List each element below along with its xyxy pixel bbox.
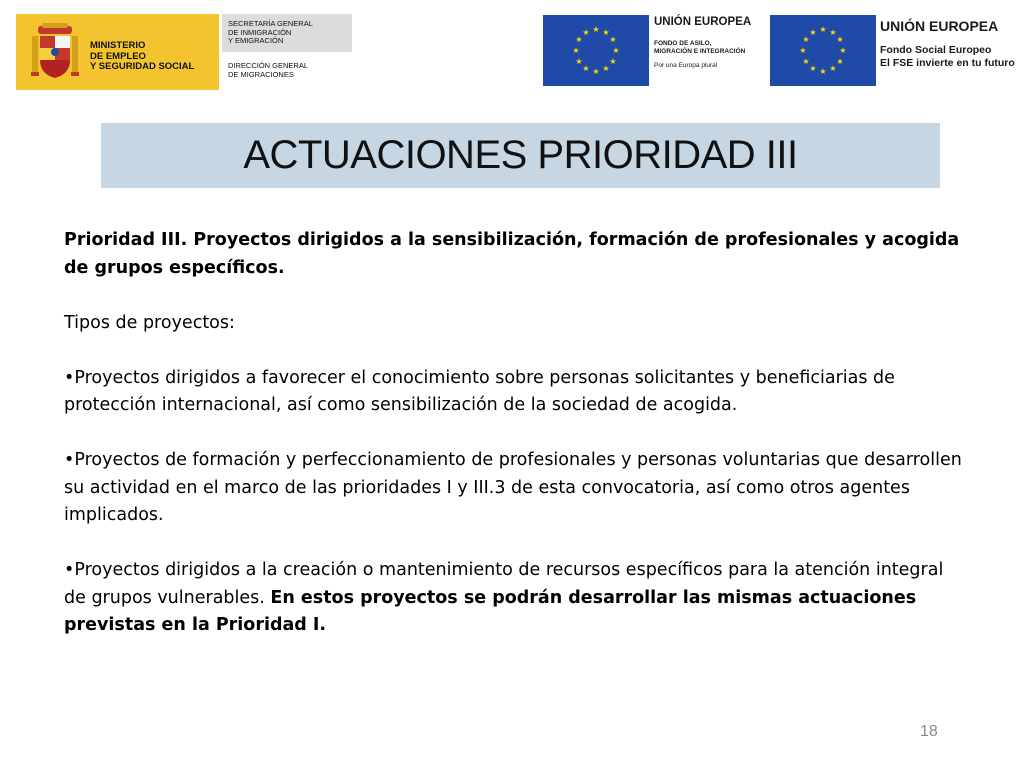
slide-title: ACTUACIONES PRIORIDAD III [243, 133, 798, 177]
eu-stars [799, 25, 846, 76]
eu-amif-logo [654, 16, 764, 69]
svg-text:★: ★ [802, 57, 810, 66]
svg-text:★: ★ [582, 64, 590, 73]
svg-text:★: ★ [609, 57, 617, 66]
eu-amif-title: UNIÓN EUROPEA [654, 16, 752, 28]
ministerio-logo [16, 14, 219, 90]
svg-text:★: ★ [612, 46, 620, 55]
priority-intro: Prioridad III. Proyectos dirigidos a la sensibilización, formación de profesionales y acogida de grupos específicos. [64, 230, 960, 278]
bullet-resources [64, 557, 964, 640]
svg-text:★: ★ [582, 28, 590, 37]
svg-text:★: ★ [572, 46, 580, 55]
eu-flag-icon [543, 15, 649, 86]
eu-fse-fund: Fondo Social Europeo [880, 44, 992, 56]
svg-text:★: ★ [592, 25, 600, 34]
svg-text:★: ★ [575, 35, 583, 44]
eu-fse-title: UNIÓN EUROPEA [880, 18, 999, 34]
svg-text:★: ★ [799, 46, 807, 55]
eu-amif-tagline: Por una Europa plural [654, 62, 718, 69]
page-number: 18 [920, 723, 938, 740]
svg-text:★: ★ [802, 35, 810, 44]
slide-title-bar [101, 123, 940, 188]
secretaria-logo [222, 14, 352, 90]
svg-text:★: ★ [592, 67, 600, 76]
svg-text:★: ★ [829, 28, 837, 37]
slide-content [64, 227, 964, 667]
eu-flag-icon [770, 15, 876, 86]
svg-text:★: ★ [829, 64, 837, 73]
ministerio-name: MINISTERIO DE EMPLEO Y SEGURIDAD SOCIAL [90, 40, 195, 72]
eu-amif-fund: FONDO DE ASILO, MIGRACIÓN E INTEGRACIÓN [654, 40, 746, 55]
svg-text:★: ★ [836, 57, 844, 66]
bullet-training: •Proyectos de formación y perfeccionamiento de profesionales y personas voluntarias que desarrollen su actividad en el marco de las prioridades I y III.3 de esta convocatoria, así como otros agentes implicados. [64, 450, 962, 525]
eu-fse-tagline: El FSE invierte en tu futuro [880, 57, 1015, 69]
bullet-resources-text: •Proyectos dirigidos a la creación o mantenimiento de recursos específicos para la atención integral de grupos vulnerables. [64, 560, 944, 608]
secretaria-box [222, 14, 352, 52]
svg-text:★: ★ [809, 28, 817, 37]
bullet-awareness: •Proyectos dirigidos a favorecer el conocimiento sobre personas solicitantes y beneficiarias de protección internacional, así como sensibilización de la sociedad de acogida. [64, 367, 895, 415]
secretaria-name: SECRETARÍA GENERAL DE INMIGRACIÓN Y EMIGRACIÓN [228, 19, 313, 45]
svg-text:★: ★ [836, 35, 844, 44]
svg-text:★: ★ [839, 46, 847, 55]
direccion-name: DIRECCIÓN GENERAL DE MIGRACIONES [228, 61, 309, 79]
svg-text:★: ★ [819, 67, 827, 76]
svg-text:★: ★ [602, 28, 610, 37]
coat-of-arms-icon [30, 22, 80, 82]
types-heading: Tipos de proyectos: [64, 312, 235, 333]
svg-text:★: ★ [609, 35, 617, 44]
eu-fse-logo [880, 18, 1016, 70]
eu-stars [572, 25, 619, 76]
svg-text:★: ★ [809, 64, 817, 73]
svg-text:★: ★ [819, 25, 827, 34]
svg-text:★: ★ [575, 57, 583, 66]
bullet-resources-emphasis: En estos proyectos se podrán desarrollar las mismas actuaciones previstas en la Prioridad I. [64, 587, 917, 635]
svg-text:★: ★ [602, 64, 610, 73]
